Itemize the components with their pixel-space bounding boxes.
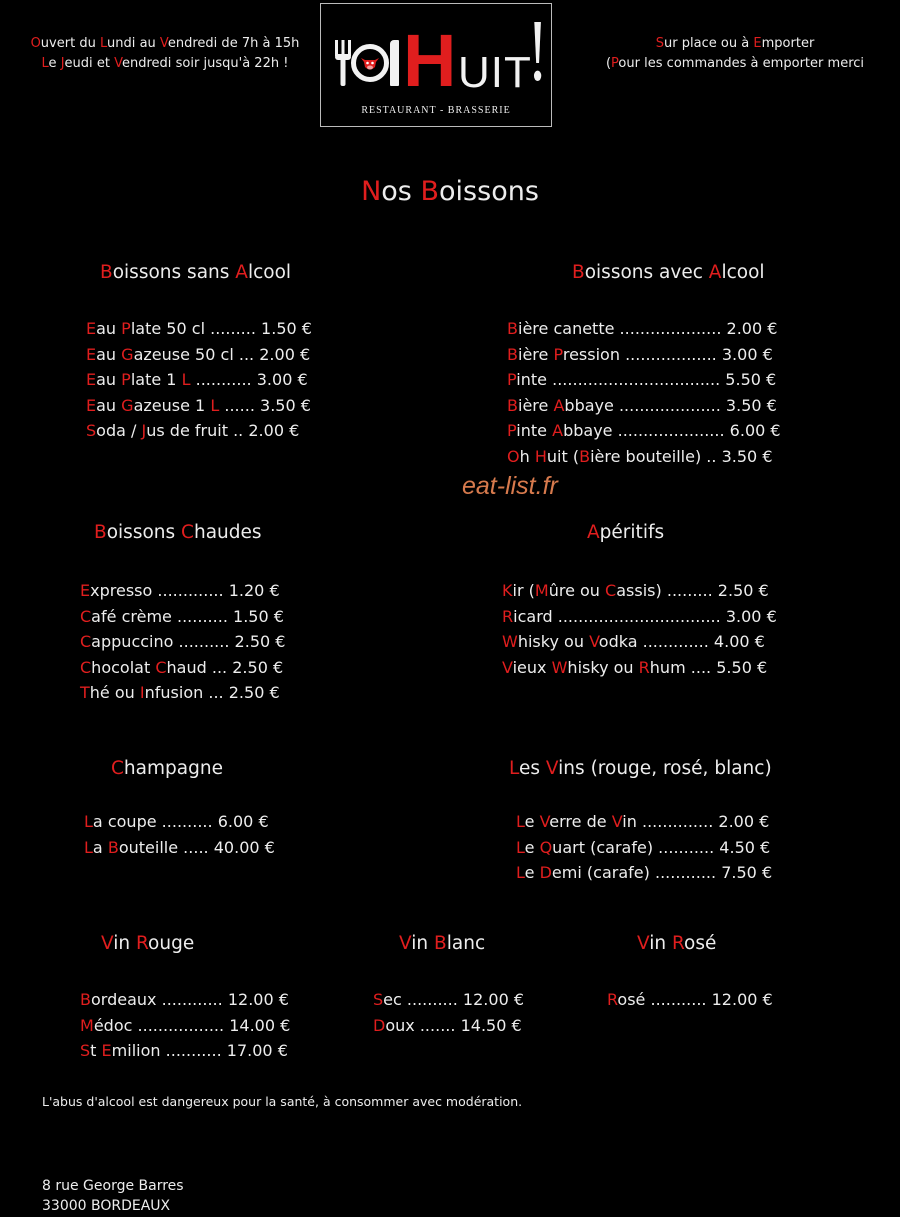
list-item: Bière canette .................... 2.00 € [507,319,778,338]
section-title-vins: Les Vins (rouge, rosé, blanc) [509,758,772,779]
list-item: Le Verre de Vin .............. 2.00 € [516,812,770,831]
list-vin-rouge [80,987,290,1064]
list-item: Eau Gazeuse 50 cl ... 2.00 € [86,344,311,364]
address-street: 8 rue George Barres [42,1178,184,1194]
alcohol-warning: L'abus d'alcool est dangereux pour la santé, à consommer avec modération. [42,1094,523,1109]
list-item: Ricard ................................ 3.00 € [502,606,777,626]
list-item: Médoc ................. 14.00 € [80,1015,291,1035]
list-item: Soda / Jus de fruit .. 2.00 € [86,421,300,440]
list-item: Bière Abbaye .................... 3.50 € [507,395,777,415]
service-info-line-1: Sur place ou à Emporter [655,36,815,51]
logo-letter-h: H [403,19,457,102]
fork-icon [333,40,353,86]
list-vin-blanc [373,987,524,1038]
list-item: Expresso ............. 1.20 € [80,581,280,600]
list-item: Le Quart (carafe) ........... 4.50 € [516,837,771,857]
list-item: Le Demi (carafe) ............ 7.50 € [516,863,773,882]
list-item: Whisky ou Vodka ............. 4.00 € [502,632,765,651]
list-aperitifs [502,578,777,680]
opening-hours-line-1: Ouvert du Lundi au Vendredi de 7h à 15h [30,36,300,51]
knife-icon [390,40,399,86]
list-item: La Bouteille ..... 40.00 € [84,837,275,857]
list-item: Oh Huit (Bière bouteille) .. 3.50 € [507,446,773,466]
section-title-sans-alcool: Boissons sans Alcool [100,262,292,283]
watermark: eat-list.fr [462,472,558,500]
list-item: Kir (Mûre ou Cassis) ......... 2.50 € [502,581,769,600]
list-item: Café crème .......... 1.50 € [80,606,284,626]
list-item: Sec .......... 12.00 € [373,990,525,1009]
list-item: St Emilion ........... 17.00 € [80,1041,288,1060]
list-item: Eau Gazeuse 1 L ...... 3.50 € [86,395,311,415]
section-title-vin-blanc: Vin Blanc [399,933,486,954]
list-item: Vieux Whisky ou Rhum .... 5.50 € [502,657,768,677]
section-title-chaudes: Boissons Chaudes [94,522,262,543]
logo-letters-uit: UIT [458,48,532,97]
list-item: Pinte Abbaye ..................... 6.00 € [507,421,781,440]
list-item: Cappuccino .......... 2.50 € [80,632,286,651]
section-title-champagne: Champagne [111,758,223,779]
list-item: Bordeaux ............ 12.00 € [80,990,289,1009]
page-title: Nos Boissons [361,176,539,207]
section-title-vin-rouge: Vin Rouge [101,933,195,954]
list-item: Thé ou Infusion ... 2.50 € [80,683,280,702]
list-item: Bière Pression .................. 3.00 € [507,344,773,364]
section-title-avec-alcool: Boissons avec Alcool [572,262,765,283]
service-info [595,34,875,74]
list-item: Chocolat Chaud ... 2.50 € [80,657,284,677]
service-info-line-2: (Pour les commandes à emporter merci [605,56,865,71]
list-vins [516,809,772,886]
list-item: Eau Plate 1 L ........... 3.00 € [86,370,308,389]
address [42,1176,184,1216]
list-item: La coupe .......... 6.00 € [84,812,269,831]
opening-hours-line-2: Le Jeudi et Vendredi soir jusqu'à 22h ! [41,56,289,71]
address-city: 33000 BORDEAUX [42,1198,171,1214]
logo-exclamation: ! [527,3,548,100]
list-item: Pinte ................................. 5.50 € [507,370,777,389]
list-chaudes [80,578,285,706]
logo-tagline: RESTAURANT - BRASSERIE [361,105,511,116]
section-title-vin-rose: Vin Rosé [637,933,717,954]
cow-head-icon [360,53,380,73]
list-vin-rose [607,987,773,1013]
list-avec-alcool [507,316,781,469]
list-champagne [84,809,275,860]
opening-hours [20,34,310,74]
list-item: Doux ....... 14.50 € [373,1015,522,1035]
list-item: Eau Plate 50 cl ......... 1.50 € [86,319,312,338]
list-sans-alcool [86,316,312,444]
restaurant-logo [320,3,552,127]
section-title-aperitifs: Apéritifs [587,522,665,543]
list-item: Rosé ........... 12.00 € [607,990,773,1009]
